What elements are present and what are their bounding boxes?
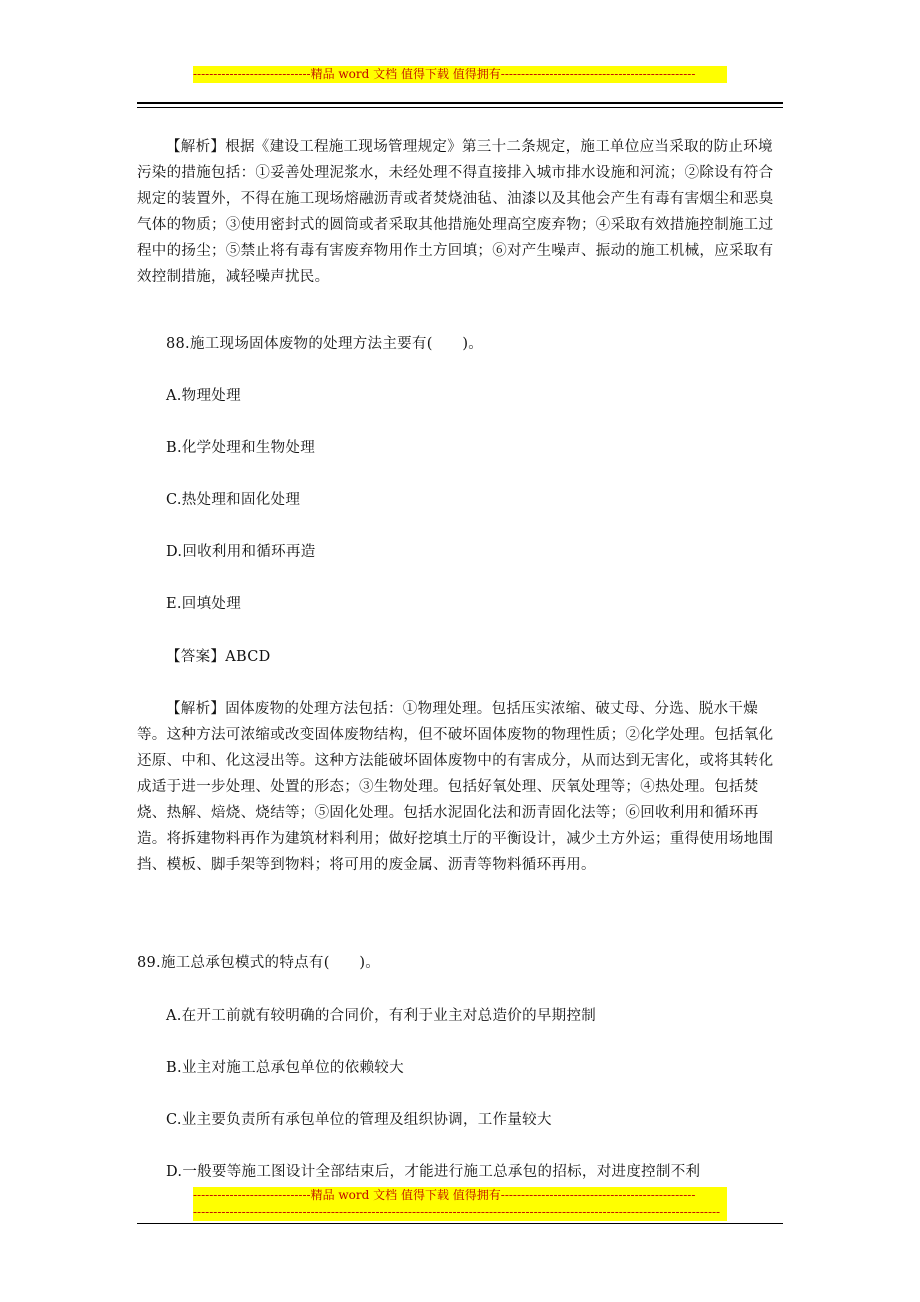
question-88-option-e: E.回填处理: [166, 596, 241, 612]
question-88-stem: 88.施工现场固体废物的处理方法主要有( )。: [166, 336, 484, 352]
header-banner: -----------------------------精品 word 文档 值得下载 值得拥有------------------------------------------------: [193, 66, 727, 83]
question-88-option-c: C.热处理和固化处理: [166, 492, 301, 508]
footer-rule: [137, 1223, 783, 1224]
footer-banner: -----------------------------精品 word 文档 值得下载 值得拥有------------------------------------------------: [193, 1187, 727, 1204]
question-88-option-a: A.物理处理: [166, 388, 241, 404]
question-89-option-a: A.在开工前就有较明确的合同价，有利于业主对总造价的早期控制: [166, 1008, 597, 1024]
question-88-analysis: 【解析】固体废物的处理方法包括：①物理处理。包括压实浓缩、破丈母、分选、脱水干燥等。这种方法可浓缩或改变固体废物结构，但不破坏固体废物的物理性质；②化学处理。包括氧化还原、中和、化这浸出等。这种方法能破坏固体废物中的有害成分，从而达到无害化，或将其转化成适于进一步处理、处置的形态；③生物处理。包括好氧处理、厌氧处理等；④热处理。包括焚烧、热解、焙烧、烧结等；⑤固化处理。包括水泥固化法和沥青固化法等；⑥回收利用和循环再造。将拆建物料再作为建筑材料利用；做好挖填土厅的平衡设计，减少土方外运；重得使用场地围挡、模板、脚手架等到物料；将可用的废金属、沥青等物料循环再用。: [137, 701, 774, 873]
header-rule-thin: [137, 107, 783, 108]
analysis-paragraph-87: 【解析】根据《建设工程施工现场管理规定》第三十二条规定，施工单位应当采取的防止环境污染的措施包括：①妥善处理泥浆水，未经处理不得直接排入城市排水设施和河流；②除设有符合规定的装置外，不得在施工现场熔融沥青或者焚烧油毡、油漆以及其他会产生有毒有害烟尘和恶臭气体的物质；③使用密封式的圆筒或者采取其他措施处理高空废弃物；④采取有效措施控制施工过程中的扬尘；⑤禁止将有毒有害废弃物用作土方回填；⑥对产生噪声、振动的施工机械，应采取有效控制措施，减轻噪声扰民。: [137, 139, 774, 285]
question-89-option-d: D.一般要等施工图设计全部结束后，才能进行施工总承包的招标，对进度控制不利: [166, 1164, 701, 1180]
question-88-option-b: B.化学处理和生物处理: [166, 440, 316, 456]
question-89-option-b: B.业主对施工总承包单位的依赖较大: [166, 1060, 404, 1076]
question-89-option-c: C.业主要负责所有承包单位的管理及组织协调，工作量较大: [166, 1112, 552, 1128]
question-89-stem: 89.施工总承包模式的特点有( )。: [137, 955, 381, 971]
question-88-answer: 【答案】ABCD: [166, 649, 271, 665]
footer-banner-dashes: ----------------------------------------------------------------------------------------------------------------------------------: [193, 1204, 727, 1221]
header-rule-thick: [137, 102, 783, 104]
question-88-option-d: D.回收利用和循环再造: [166, 544, 316, 560]
